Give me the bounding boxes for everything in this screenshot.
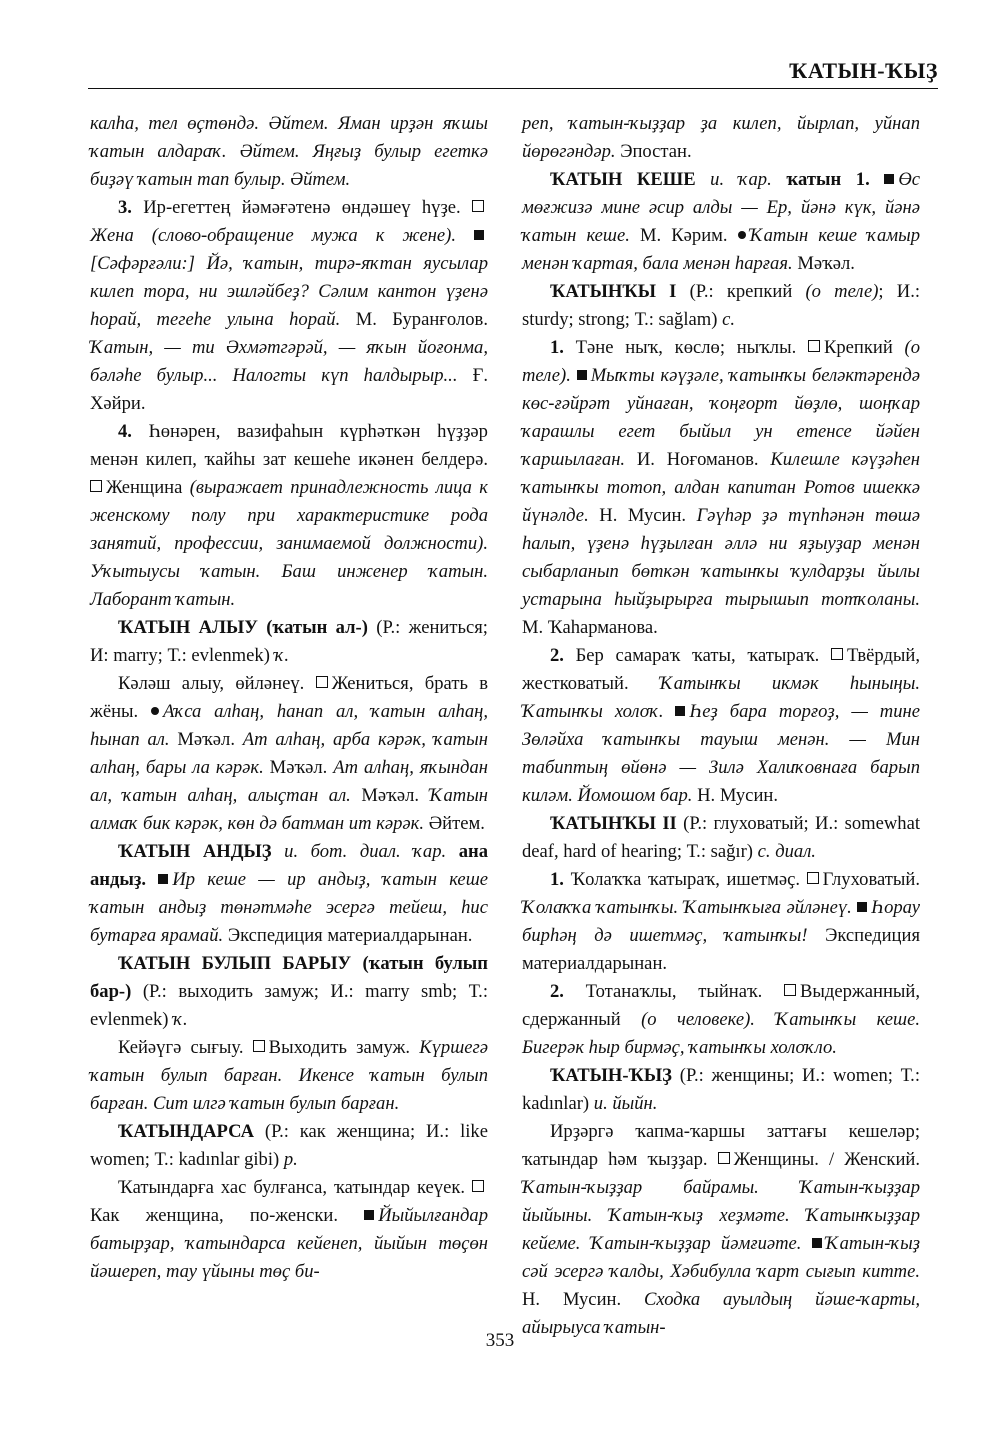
open-square-icon	[807, 872, 819, 884]
entry-katynky-2-sense-2: 2. Тотанаҡлы, тыйнаҡ. Выдержанный, сдержанный (о человеке). Ҡатынҡы кеше. Бигерәк һыр бирмәҫ, ҡатынҡы холоҡло.	[522, 981, 920, 1058]
paragraph: реп, ҡатын-ҡыҙҙар ҙа килеп, йырлап, уйнап йөрөгәндәр. Эпостан.	[522, 113, 920, 162]
open-square-icon	[253, 1040, 265, 1052]
sense-4: 4. Һөнәрен, вазифаһын күрһәткән һүҙҙәр менән килеп, ҡайһы зат кешеһе икәнен белдерә. Женщина (выражает принадлежность лица к женскому полу при характеристике рода занятий, профессии, занимаемой должности). Уҡытыусы ҡатын. Баш инженер ҡатын. Лаборант ҡатын.	[90, 421, 488, 610]
open-square-icon	[718, 1152, 730, 1164]
open-square-icon	[316, 676, 328, 688]
filled-square-icon	[675, 706, 685, 716]
entry-katyn-bulyp-baryu-body: Кейәүгә сығыу. Выходить замуж. Күршегә ҡатын булып барған. Икенсе ҡатын булып барған. Сит илгә ҡатын булып барған.	[90, 1037, 488, 1114]
right-column	[522, 110, 920, 1342]
bullet-icon	[738, 231, 746, 239]
running-head: ҠАТЫН-ҠЫҘ	[789, 58, 938, 83]
entry-katynky-1-sense-2: 2. Бер самараҡ ҡаты, ҡатыраҡ. Твёрдый, жестковатый. Ҡатынҡы икмәк һыныңы. Ҡатынҡы холоҡ. Һеҙ бара торғоҙ, — тине Зөләйха ҡатынҡы тауыш менән. — Мин табиптың өйөнә — Зилә Халиҡовнаға барып киләм. Йомошом бар. Н. Мусин.	[522, 645, 921, 806]
entry-katynky-1-sense-1: 1. Тәне ныҡ, көслө; ныҡлы. Крепкий (о теле). Мыҡты кәүҙәле, ҡатынҡы беләктәрендә көс-ғәйрәт уйнаған, ҡоңғорт йөҙлө, шоңҡар ҡарашлы егет быйыл ун етенсе йәйен ҡаршылаған. И. Ноғоманов. Килешле кәүҙәһен ҡатынҡы тотоп, алдан капитан Ротов ишеккә йүнәлде. Н. Мусин. Гәүһәр ҙә түпһәнән төшә һалып, үҙенә һүҙылған әллә ни яҙыуҙар менән сыбарланып бөткән ҡатынҡы ҡулдарҙы йылы устарына һыйҙырырға тырышып тотҡоланы. М. Ҡаһарманова.	[522, 337, 921, 638]
entry-katyn-bulyp-baryu: ҠАТЫН БУЛЫП БАРЫУ (ҡатын булып бар-) (Р.: выходить замуж; И.: marry smb; Т.: evlenmek) ҡ.	[90, 953, 488, 1030]
entry-katyn-andyz: ҠАТЫН АНДЫҘ и. бот. диал. ҡар. ана андыҙ. Ир кеше — ир андыҙ, ҡатын кеше ҡатын андыҙ төнәтмәһе эсергә тейеш, һис бутарға ярамай. Экспедиция материалдарынан.	[90, 841, 489, 946]
entry-katynky-2: ҠАТЫНҠЫ II (Р.: глуховатый; И.: somewhat deaf, hard of hearing; Т.: sağır) с. диал.	[522, 813, 920, 862]
filled-square-icon	[577, 370, 587, 380]
left-column	[90, 110, 488, 1286]
open-square-icon	[831, 648, 843, 660]
paragraph: калһа, тел өҫтөндә. Әйтем. Яман ирҙән яҡшы ҡатын алдараҡ. Әйтем. Яңғыҙ булыр егеткә биҙәү ҡатын тап булыр. Әйтем.	[90, 113, 488, 190]
filled-square-icon	[812, 1238, 822, 1248]
page-number: 353	[485, 1330, 515, 1351]
entry-katyn-kyz-body: Ирҙәргә ҡапма-ҡаршы заттағы кешеләр; ҡатындар һәм ҡыҙҙар. Женщины. / Женский. Ҡатын-ҡыҙҙар байрамы. Ҡатын-ҡыҙҙар йыйыны. Ҡатын-ҡыҙ хеҙмәте. Ҡатынҡыҙҙар кейеме. Ҡатын-ҡыҙҙар йәмғиәте. Ҡатын-ҡыҙ сәй эсергә ҡалды, Хәбибулла ҡарт сығып китте. Н. Мусин. Сходка ауылдың йәше-ҡарты, айырыуса ҡатын-	[522, 1121, 920, 1338]
entry-katynky-1: ҠАТЫНҠЫ I (Р.: крепкий (о теле); И.: sturdy; strong; Т.: sağlam) с.	[522, 281, 921, 330]
filled-square-icon	[474, 230, 484, 240]
open-square-icon	[90, 480, 102, 492]
sense-3: 3. Ир-егеттең йәмәғәтенә өндәшеү һүҙе. Жена (слово-обращение мужа к жене). [Сәфәрғәли:] Йә, ҡатын, тирә-яҡтан яусылар килеп тора, ни эшләйбеҙ? Сәлим кантон үҙенә һорай, тегеһе улына һорай. М. Буранғолов. Ҡатын, — ти Әхмәтгәрәй, — яҡын йоғонма, бәләһе булыр... Налогты күп һалдырыр... Ғ. Хәйри.	[90, 197, 488, 414]
page-header	[88, 58, 938, 89]
open-square-icon	[808, 340, 820, 352]
entry-katyndarsa: ҠАТЫНДАРСА (Р.: как женщина; И.: like women; Т.: kadınlar gibi) р.	[90, 1121, 488, 1170]
bullet-icon	[151, 707, 159, 715]
filled-square-icon	[158, 874, 168, 884]
filled-square-icon	[364, 1210, 374, 1220]
entry-katynky-2-sense-1: 1. Ҡолаҡҡа ҡатыраҡ, ишетмәҫ. Глуховатый. Ҡолаҡҡа ҡатынҡы. Ҡатынҡыға әйләнеү. Һорау бирһәң дә ишетмәҫ, ҡатынҡы! Экспедиция материалдарынан.	[522, 869, 921, 974]
filled-square-icon	[884, 174, 894, 184]
entry-katyn-alyu-body: Кәләш алыу, өйләнеү. Жениться, брать в жёны. Аҡса алһаң, һанап ал, ҡатын алһаң, һынап ал. Мәҡәл. Ат алһаң, арба кәрәк, ҡатын алһаң, бары ла кәрәк. Мәҡәл. Ат алһаң, яҡындан ал, ҡатын алһаң, алыҫтан ал. Мәҡәл. Ҡатын алмаҡ бик кәрәк, көн дә батман ит кәрәк. Әйтем.	[90, 673, 489, 834]
open-square-icon	[472, 1180, 484, 1192]
entry-katyn-kyz: ҠАТЫН-ҠЫҘ (Р.: женщины; И.: women; Т.: kadınlar) и. йыйн.	[522, 1065, 920, 1114]
entry-katyn-alyu: ҠАТЫН АЛЫУ (ҡатын ал-) (Р.: жениться; И: marry; Т.: evlenmek) ҡ.	[90, 617, 488, 666]
open-square-icon	[472, 200, 484, 212]
open-square-icon	[784, 984, 796, 996]
entry-katyn-keshe: ҠАТЫН КЕШЕ и. ҡар. ҡатын 1. Өс мөғжизә мине әсир алды — Ер, йәнә күк, йәнә ҡатын кеше. М. Кәрим. Ҡатын кеше ҡамыр менән ҡартая, бала менән һарғая. Мәҡәл.	[522, 169, 921, 274]
filled-square-icon	[857, 902, 867, 912]
entry-katyndarsa-body: Ҡатындарға хас булғанса, ҡатындар кеүек. Как женщина, по-женски. Йыйылғандар батырҙар, ҡатындарса кейенеп, йыйын төҫөн йәшереп, тау үйыны төҫ би-	[90, 1177, 488, 1282]
